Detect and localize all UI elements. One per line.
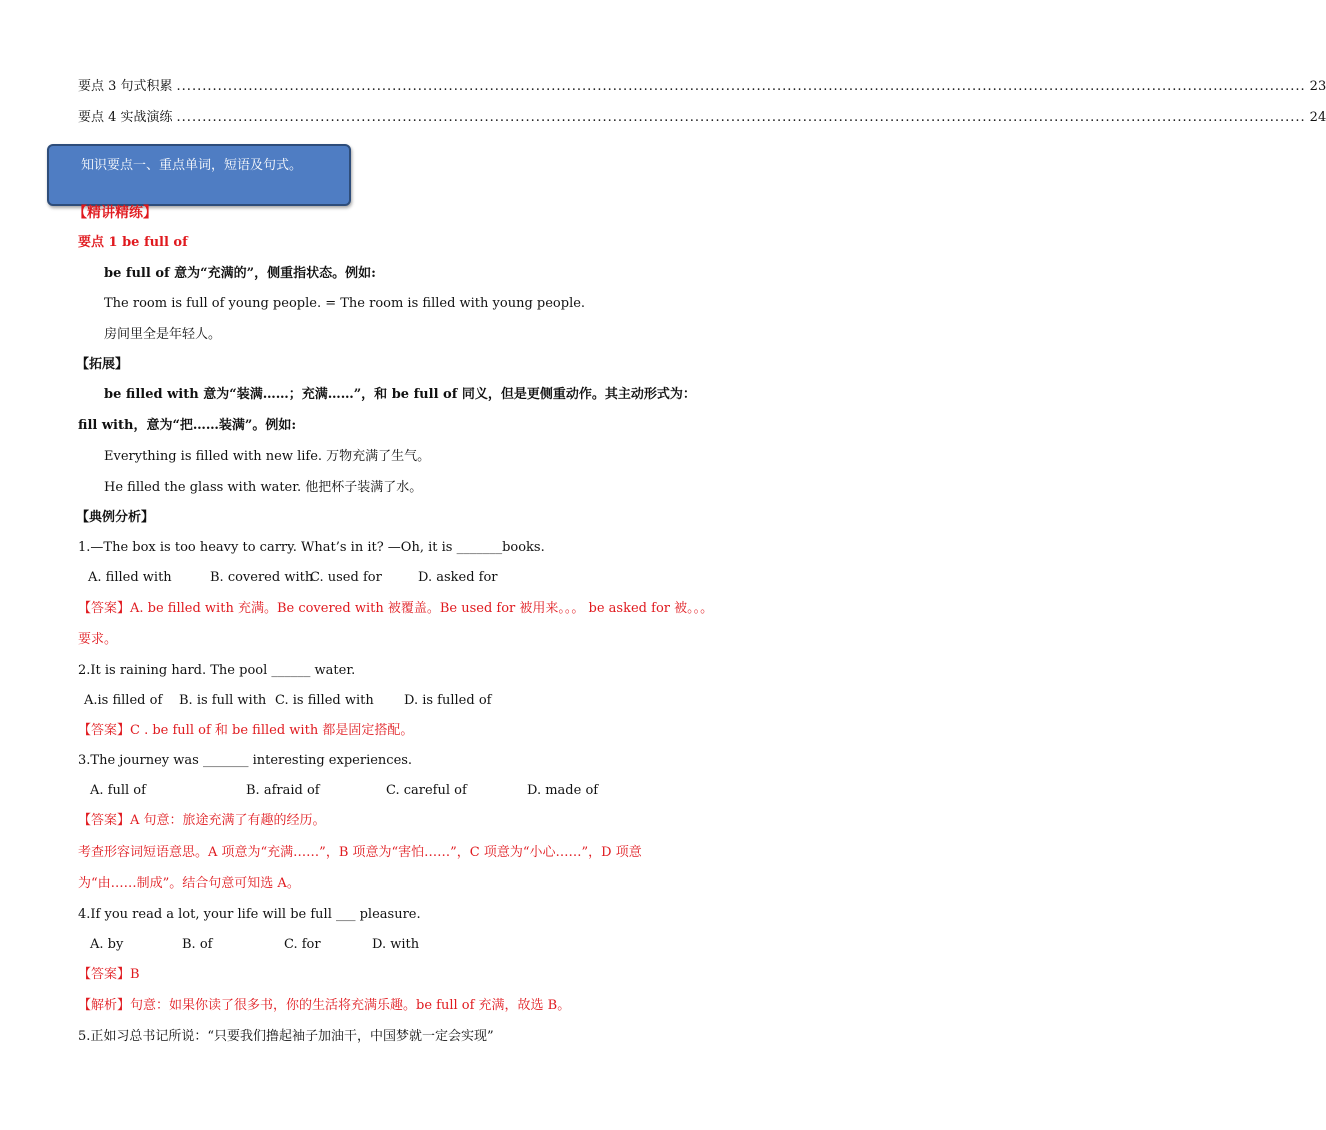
toc-leader: ............................................................................................................................................................................................................................ xyxy=(176,110,1306,125)
q4-option-a: A. by xyxy=(90,937,124,952)
toc-label: 要点 3 句式积累 xyxy=(78,79,173,94)
q2-stem: 2.It is raining hard. The pool ______ water. xyxy=(78,663,356,678)
analysis-title: 【典例分析】 xyxy=(76,510,155,525)
point1-definition: be full of 意为“充满的”，侧重指状态。例如: xyxy=(104,266,376,281)
q1-option-a: A. filled with xyxy=(88,570,172,585)
point1-example-en: The room is full of young people. = The room is filled with young people. xyxy=(104,296,586,311)
q2-option-d: D. is fulled of xyxy=(404,693,492,708)
q4-option-d: D. with xyxy=(372,937,420,952)
toc-entry-3[interactable] xyxy=(78,78,1326,96)
q1-answer-line-2: 要求。 xyxy=(78,632,118,647)
q1-option-c: C. used for xyxy=(310,570,382,585)
q3-answer: 【答案】A 句意：旅途充满了有趣的经历。 xyxy=(78,813,326,828)
q2-answer: 【答案】C . be full of 和 be filled with 都是固定搭配。 xyxy=(78,723,414,738)
q3-stem: 3.The journey was _______ interesting experiences. xyxy=(78,753,413,768)
section-banner xyxy=(47,144,351,206)
q1-stem: 1.—The box is too heavy to carry. What’s in it? —Oh, it is _______books. xyxy=(78,540,545,555)
section-title: 【精讲精练】 xyxy=(73,205,157,221)
extend-example-2: He filled the glass with water. 他把杯子装满了水。 xyxy=(104,480,423,495)
toc-page: 24 xyxy=(1309,110,1326,125)
q1-answer-line-1: 【答案】A. be filled with 充满。Be covered with 被覆盖。Be used for 被用来。。。 be asked for 被。。。 xyxy=(78,601,714,616)
q3-option-a: A. full of xyxy=(90,783,146,798)
extend-example-1: Everything is filled with new life. 万物充满了生气。 xyxy=(104,449,431,464)
extend-line-2: fill with，意为“把……装满”。例如: xyxy=(78,418,297,433)
q3-option-d: D. made of xyxy=(527,783,599,798)
q1-option-b: B. covered with xyxy=(210,570,314,585)
point1-example-zh: 房间里全是年轻人。 xyxy=(104,327,222,342)
extend-line-1: be filled with 意为“装满……；充满……”，和 be full of 同义，但是更侧重动作。其主动形式为： xyxy=(104,387,696,402)
toc-page: 23 xyxy=(1309,79,1326,94)
q2-option-c: C. is filled with xyxy=(275,693,374,708)
q4-answer: 【答案】B xyxy=(78,967,140,982)
point1-title: 要点 1 be full of xyxy=(78,235,188,250)
q4-explain: 【解析】句意：如果你读了很多书，你的生活将充满乐趣。be full of 充满，故选 B。 xyxy=(78,998,571,1013)
q5-stem: 5.正如习总书记所说：“只要我们撸起袖子加油干，中国梦就一定会实现” xyxy=(78,1029,494,1044)
toc-entry-4[interactable] xyxy=(78,109,1326,127)
q3-explain-line-2: 为“由……制成”。结合句意可知选 A。 xyxy=(78,876,300,891)
q1-option-d: D. asked for xyxy=(418,570,498,585)
q2-option-a: A.is filled of xyxy=(84,693,163,708)
q3-option-b: B. afraid of xyxy=(246,783,320,798)
q3-explain-line-1: 考查形容词短语意思。A 项意为“充满……”，B 项意为“害怕……”，C 项意为“小心……”，D 项意 xyxy=(78,845,642,860)
banner-text: 知识要点一、重点单词，短语及句式。 xyxy=(81,158,303,173)
q4-option-b: B. of xyxy=(182,937,213,952)
toc-label: 要点 4 实战演练 xyxy=(78,110,173,125)
extend-title: 【拓展】 xyxy=(76,357,129,372)
q4-option-c: C. for xyxy=(284,937,321,952)
q3-option-c: C. careful of xyxy=(386,783,467,798)
q2-option-b: B. is full with xyxy=(179,693,267,708)
toc-leader: ............................................................................................................................................................................................................................ xyxy=(176,79,1306,94)
q4-stem: 4.If you read a lot, your life will be full ___ pleasure. xyxy=(78,907,421,922)
